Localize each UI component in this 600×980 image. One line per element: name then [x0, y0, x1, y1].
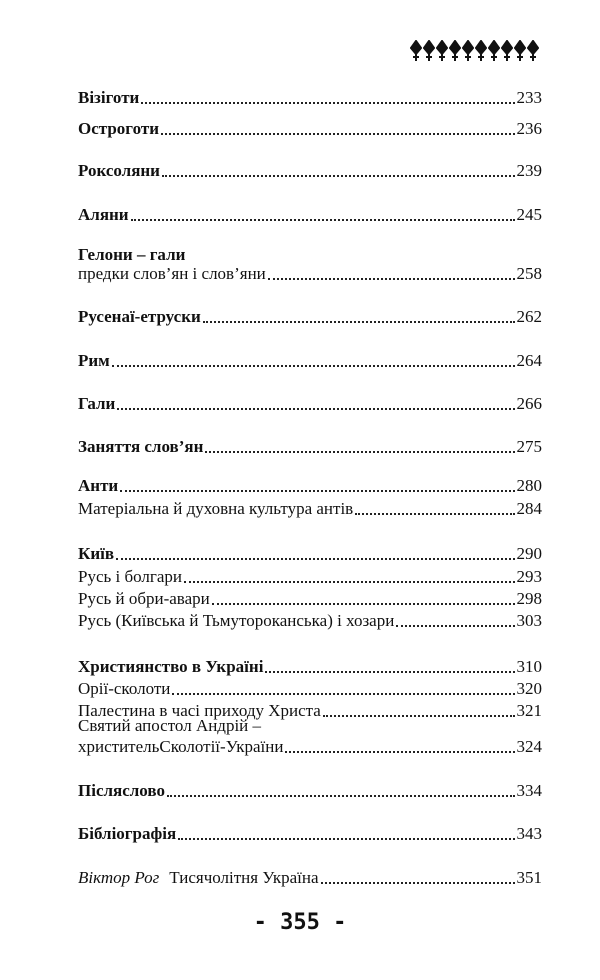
- toc-entry[interactable]: [78, 117, 542, 139]
- toc-entry[interactable]: [78, 587, 542, 609]
- dot-leader: [162, 175, 515, 177]
- dot-leader: [120, 490, 514, 492]
- dot-leader: [178, 838, 514, 840]
- dot-leader: [131, 219, 515, 221]
- toc-entry-title: Рим: [78, 351, 110, 370]
- header-ornament: [410, 40, 538, 62]
- toc-entry-page: 343: [516, 824, 542, 843]
- toc-entry[interactable]: [78, 392, 542, 414]
- toc-entry[interactable]: [78, 497, 542, 519]
- ornament-icon: [488, 40, 500, 62]
- toc-entry-page: 266: [516, 394, 542, 413]
- ornament-icon: [436, 40, 448, 62]
- toc-entry-page: 290: [516, 544, 542, 563]
- ornament-icon: [514, 40, 526, 62]
- toc-entry-title: Палестина в часі приходу Христа: [78, 701, 321, 720]
- toc-entry-title: предки слов’ян і слов’яни: [78, 264, 266, 283]
- toc-entry-page: 298: [516, 589, 542, 608]
- dot-leader: [167, 795, 515, 797]
- toc-entry-page: 245: [516, 205, 542, 224]
- dot-leader: [355, 513, 514, 515]
- toc-entry-page: 262: [516, 307, 542, 326]
- dot-leader: [141, 102, 514, 104]
- toc-entry[interactable]: [78, 735, 542, 757]
- toc-entry-page: 310: [516, 657, 542, 676]
- toc-entry-page: 324: [516, 737, 542, 756]
- toc-entry-title: христительСколотії-України: [78, 737, 284, 756]
- toc-entry-title: Русенаї-етруски: [78, 307, 201, 326]
- toc-entry-title: Русь й обри-авари: [78, 589, 210, 608]
- ornament-icon: [527, 40, 539, 62]
- toc-entry-page: 239: [516, 161, 542, 180]
- toc-entry-page: 334: [516, 781, 542, 800]
- toc-entry-page: 280: [516, 476, 542, 495]
- page-number: - 355 -: [253, 910, 347, 935]
- ornament-icon: [449, 40, 461, 62]
- toc-entry-page: 351: [516, 868, 542, 887]
- toc-entry-page: 258: [516, 264, 542, 283]
- dot-leader: [268, 278, 515, 280]
- dot-leader: [161, 133, 515, 135]
- toc-entry-title: Матеріальна й духовна культура антів: [78, 499, 354, 518]
- dot-leader: [116, 558, 514, 560]
- toc-entry[interactable]: [78, 779, 542, 801]
- dot-leader: [285, 751, 514, 753]
- dot-leader: [205, 451, 514, 453]
- toc-entry[interactable]: [78, 866, 542, 888]
- dot-leader: [203, 321, 515, 323]
- toc-entry[interactable]: [78, 677, 542, 699]
- toc-entry[interactable]: [78, 86, 542, 108]
- toc-entry-title: Орії-сколоти: [78, 679, 171, 698]
- dot-leader: [321, 882, 515, 884]
- toc-entry-page: 320: [516, 679, 542, 698]
- toc-entry-page: 303: [516, 611, 542, 630]
- toc-entry-title-line[interactable]: Святий апостол Андрій –: [78, 716, 262, 735]
- toc-entry-title: Візіготи: [78, 88, 140, 107]
- toc-entry-title: Тисячолітня Україна: [169, 868, 319, 887]
- toc-entry[interactable]: [78, 435, 542, 457]
- toc-entry-title: Русь (Київська й Тьмутороканська) і хозари: [78, 611, 395, 630]
- toc-entry[interactable]: [78, 474, 542, 496]
- dot-leader: [172, 693, 514, 695]
- toc-entry-page: 233: [516, 88, 542, 107]
- ornament-icon: [410, 40, 422, 62]
- ornament-icon: [423, 40, 435, 62]
- dot-leader: [112, 365, 515, 367]
- toc-entry-title: Заняття слов’ян: [78, 437, 204, 456]
- dot-leader: [212, 603, 515, 605]
- toc-entry-title: Бібліографія: [78, 824, 177, 843]
- toc-entry-title: Аляни: [78, 205, 129, 224]
- toc-entry-page: 284: [516, 499, 542, 518]
- toc-entry-title: Християнство в Україні: [78, 657, 264, 676]
- dot-leader: [323, 715, 515, 717]
- toc-entry[interactable]: [78, 203, 542, 225]
- toc-entry-page: 236: [516, 119, 542, 138]
- dot-leader: [184, 581, 514, 583]
- toc-entry[interactable]: [78, 349, 542, 371]
- toc-entry-author: Віктор Рог: [78, 868, 160, 887]
- toc-entry-title: Анти: [78, 476, 119, 495]
- toc-entry[interactable]: [78, 262, 542, 284]
- dot-leader: [117, 408, 514, 410]
- toc-entry[interactable]: [78, 565, 542, 587]
- toc-entry[interactable]: [78, 655, 542, 677]
- ornament-icon: [462, 40, 474, 62]
- toc-entry-title: Гали: [78, 394, 116, 413]
- toc-entry-page: 275: [516, 437, 542, 456]
- toc-entry-page: 264: [516, 351, 542, 370]
- ornament-icon: [501, 40, 513, 62]
- ornament-icon: [475, 40, 487, 62]
- toc-entry-title: Київ: [78, 544, 115, 563]
- toc-entry[interactable]: [78, 542, 542, 564]
- toc-entry-title: Післяслово: [78, 781, 165, 800]
- toc-heading[interactable]: Гелони – гали: [78, 245, 186, 264]
- toc-entry-title: Роксоляни: [78, 161, 160, 180]
- dot-leader: [396, 625, 514, 627]
- toc-entry[interactable]: [78, 305, 542, 327]
- toc-entry-page: 321: [516, 701, 542, 720]
- toc-entry-page: 293: [516, 567, 542, 586]
- toc-entry[interactable]: [78, 159, 542, 181]
- toc-entry[interactable]: [78, 609, 542, 631]
- toc-entry-title: Остроготи: [78, 119, 159, 138]
- dot-leader: [265, 671, 514, 673]
- toc-entry-title: Русь і болгари: [78, 567, 183, 586]
- toc-entry[interactable]: [78, 822, 542, 844]
